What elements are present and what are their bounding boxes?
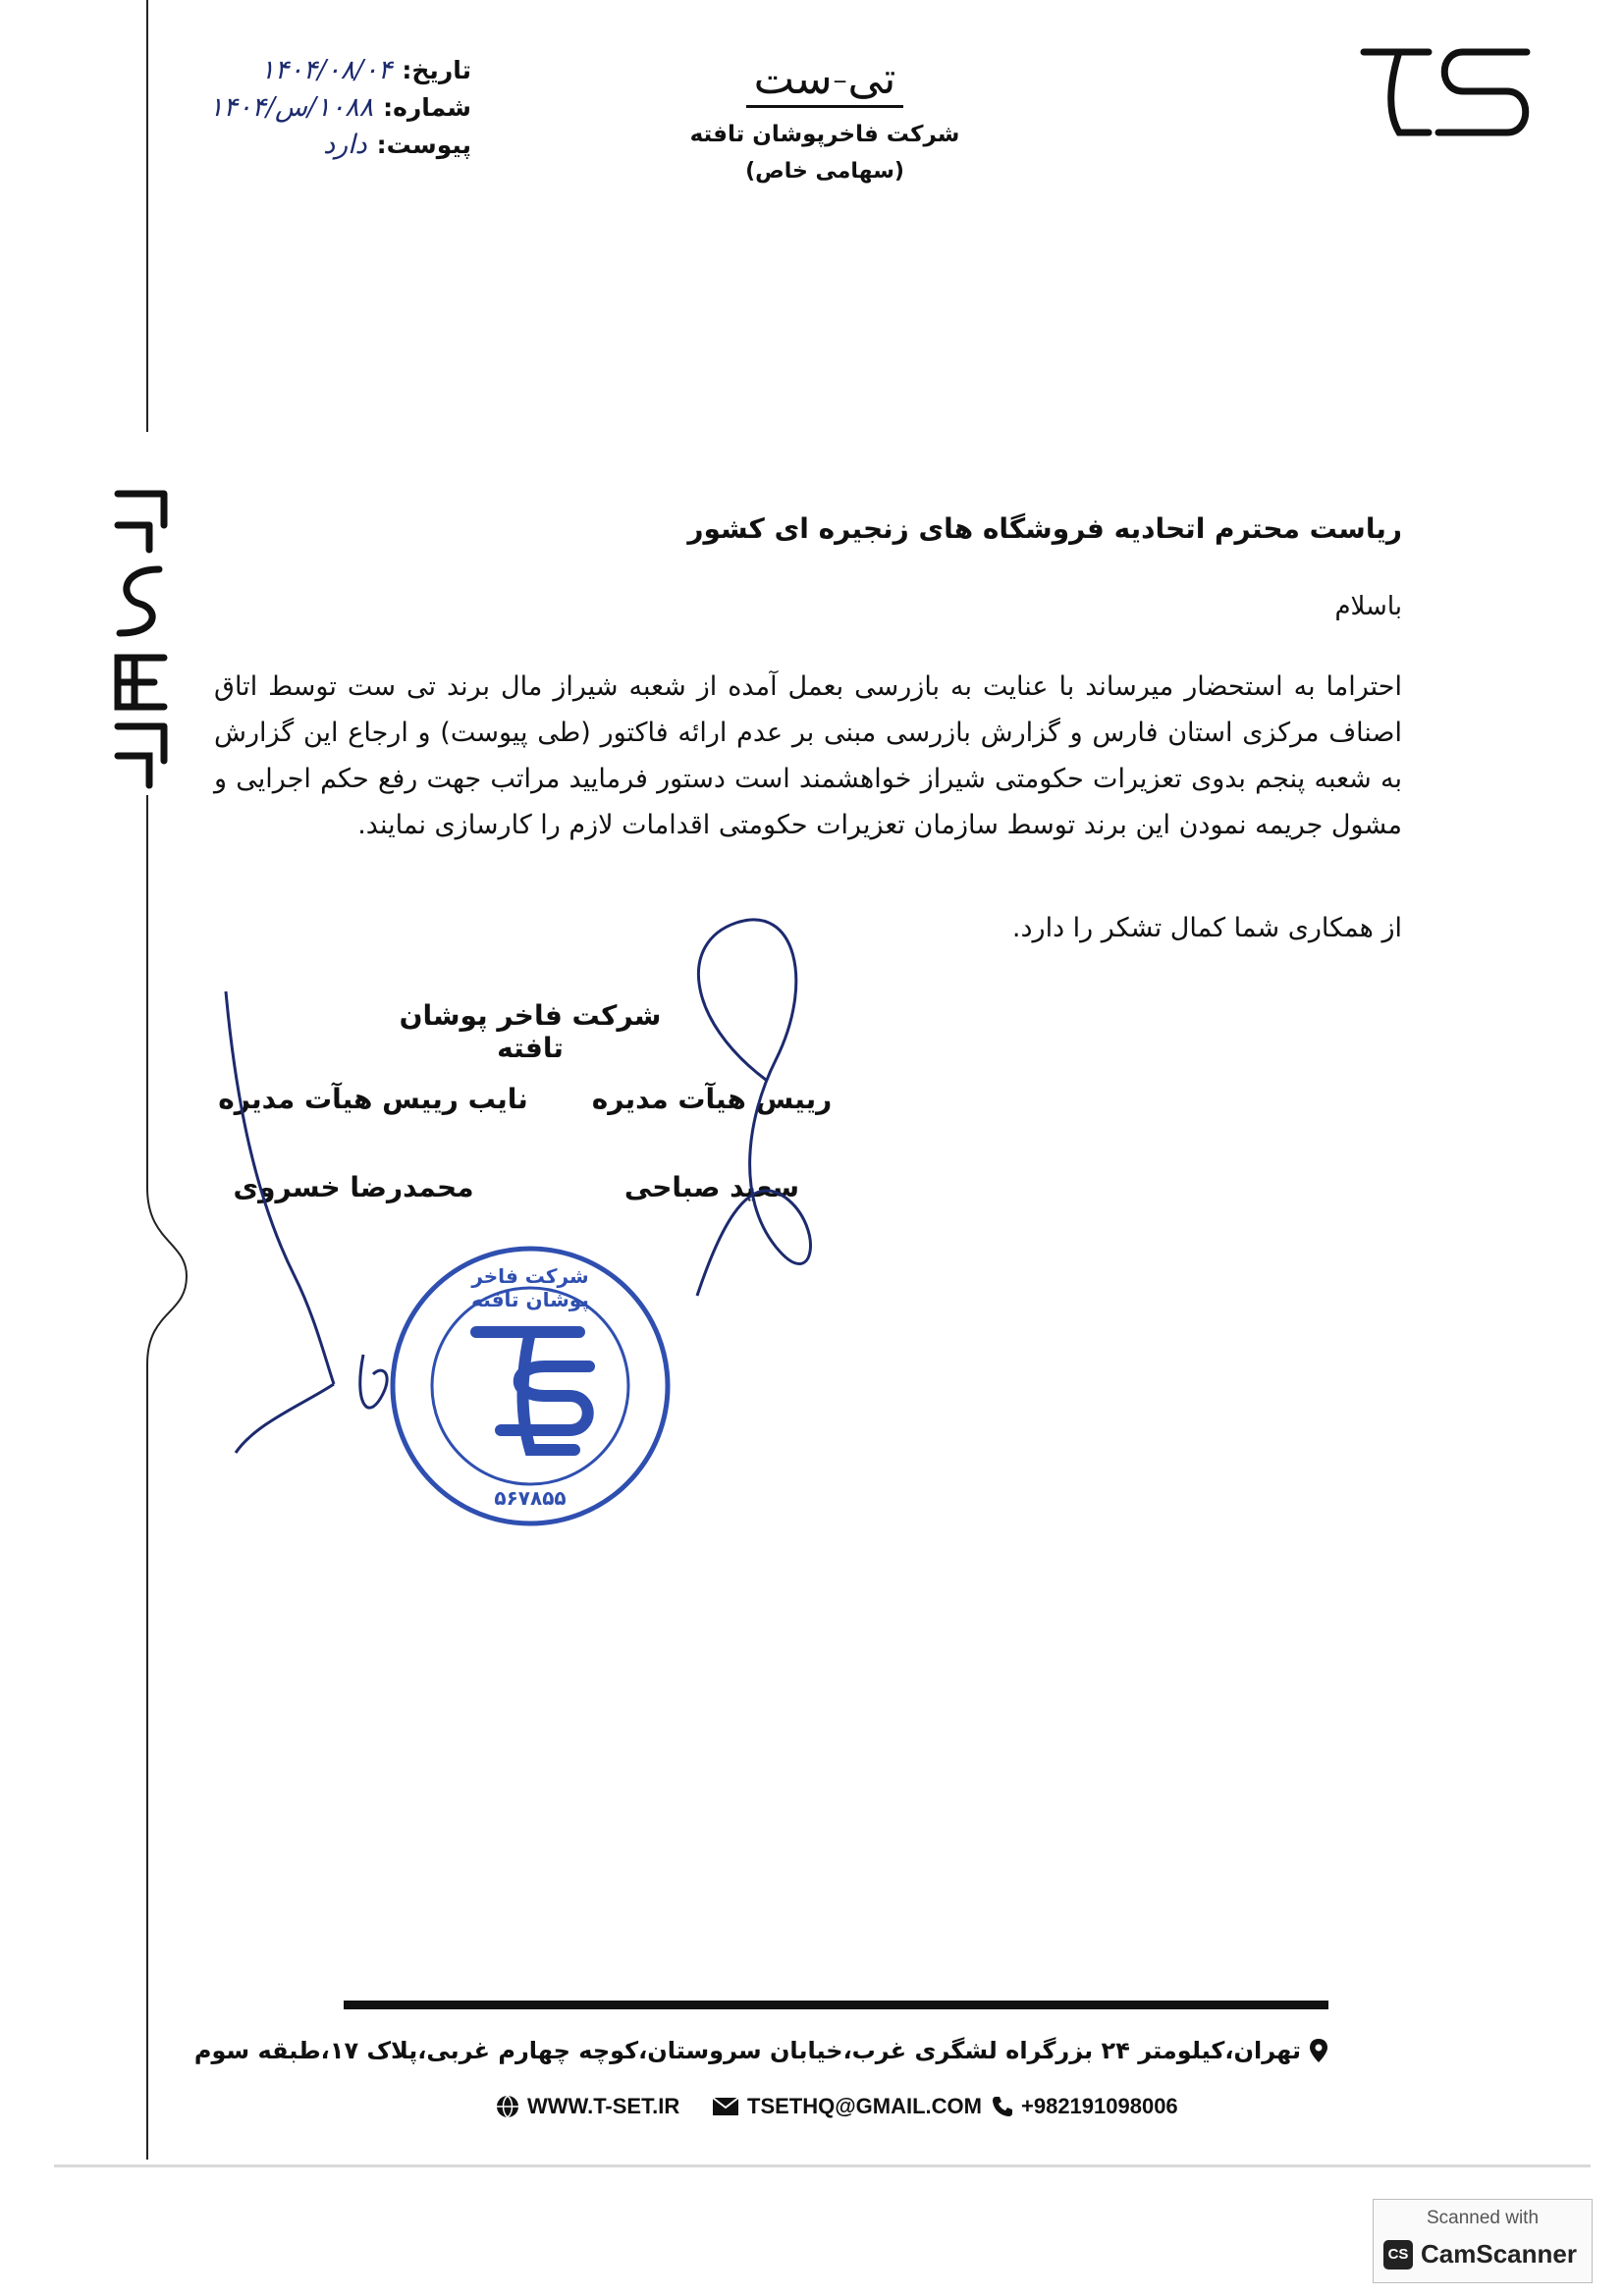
closing-line: از همکاری شما کمال تشکر را دارد. [1011, 913, 1402, 943]
side-brand-mark-icon [110, 486, 169, 795]
vice-name: محمدرضا خسروی [233, 1171, 474, 1203]
date-label: تاریخ: [402, 55, 471, 84]
vice-title: نایب رییس هیآت مدیره [218, 1083, 528, 1115]
mail-icon [712, 2097, 739, 2116]
header-company [677, 54, 972, 184]
attachment-value: دارد [323, 129, 367, 160]
greeting-line: باسلام [1334, 592, 1402, 621]
footer-website[interactable]: WWW.T-SET.IR [527, 2094, 680, 2118]
company-type: (سهامی خاص) [745, 159, 904, 184]
number-value: ۱۰۸۸/س/۱۴۰۴ [208, 91, 374, 123]
brand-logo [1360, 44, 1537, 142]
footer-address: تهران،کیلومتر ۲۴ بزرگراه لشگری غرب،خیابان سروستان،کوچه چهارم غربی،پلاک ۱۷،طبقه سوم [193, 2037, 1301, 2064]
attachment-label: پیوست: [376, 130, 471, 159]
recipient-line: ریاست محترم اتحادیه فروشگاه های زنجیره ای کشور [687, 512, 1402, 545]
footer-address-row [194, 2037, 1328, 2064]
logo-script: تی-ست [746, 54, 904, 108]
signature-company: شرکت فاخر پوشان تافته [399, 999, 662, 1064]
date-value: ۱۴۰۴/۰۸/۰۴ [260, 54, 393, 85]
footer-rule [344, 2001, 1328, 2009]
camscanner-watermark [1373, 2199, 1593, 2283]
letter-body: احتراما به استحضار میرساند با عنایت به بازرسی بعمل آمده از شعبه شیراز مال برند تی ست توسط اتاق اصناف مرکزی استان فارس و گزارش بازرسی مبنی بر عدم ارائه فاکتور (طی پیوست) و ارجاع این گزارش به شعبه پنجم بدوی تعزیرات حکومتی شیراز خواهشمند است دستور فرمایید مراتب جهت رفع حکم اجرایی و مشول جریمه نمودن این برند توسط سازمان تعزیرات حکومتی اقدامات لازم را کارسازی نمایند. [214, 671, 1402, 840]
globe-icon [496, 2095, 519, 2118]
chair-title: رییس هیآت مدیره [591, 1083, 833, 1115]
footer-website-row [496, 2094, 679, 2119]
location-pin-icon [1309, 2038, 1328, 2063]
footer-phone-row [992, 2094, 1178, 2119]
chair-name: سعید صباحی [623, 1171, 800, 1203]
side-brand-logo [110, 486, 169, 795]
camscanner-logo-icon: CS [1383, 2240, 1413, 2269]
company-stamp [383, 1239, 677, 1533]
footer-phone[interactable]: +982191098006 [1021, 2094, 1178, 2118]
page-bottom-edge [54, 2164, 1591, 2167]
phone-icon [992, 2096, 1013, 2117]
number-label: شماره: [383, 92, 471, 122]
watermark-line1: Scanned with [1426, 2208, 1540, 2228]
stamp-text: شرکت فاخر پوشان تافته [471, 1264, 589, 1311]
left-border-curve [0, 0, 196, 2179]
company-name: شرکت فاخرپوشان تافته [689, 122, 960, 147]
footer-email-row [712, 2094, 982, 2119]
footer-email[interactable]: TSETHQ@GMAIL.COM [747, 2094, 982, 2118]
ts-logo-icon [1360, 44, 1537, 142]
watermark-line2: CamScanner [1421, 2239, 1577, 2269]
stamp-number: ۵۶۷۸۵۵ [494, 1486, 567, 1510]
header-meta [167, 51, 471, 163]
